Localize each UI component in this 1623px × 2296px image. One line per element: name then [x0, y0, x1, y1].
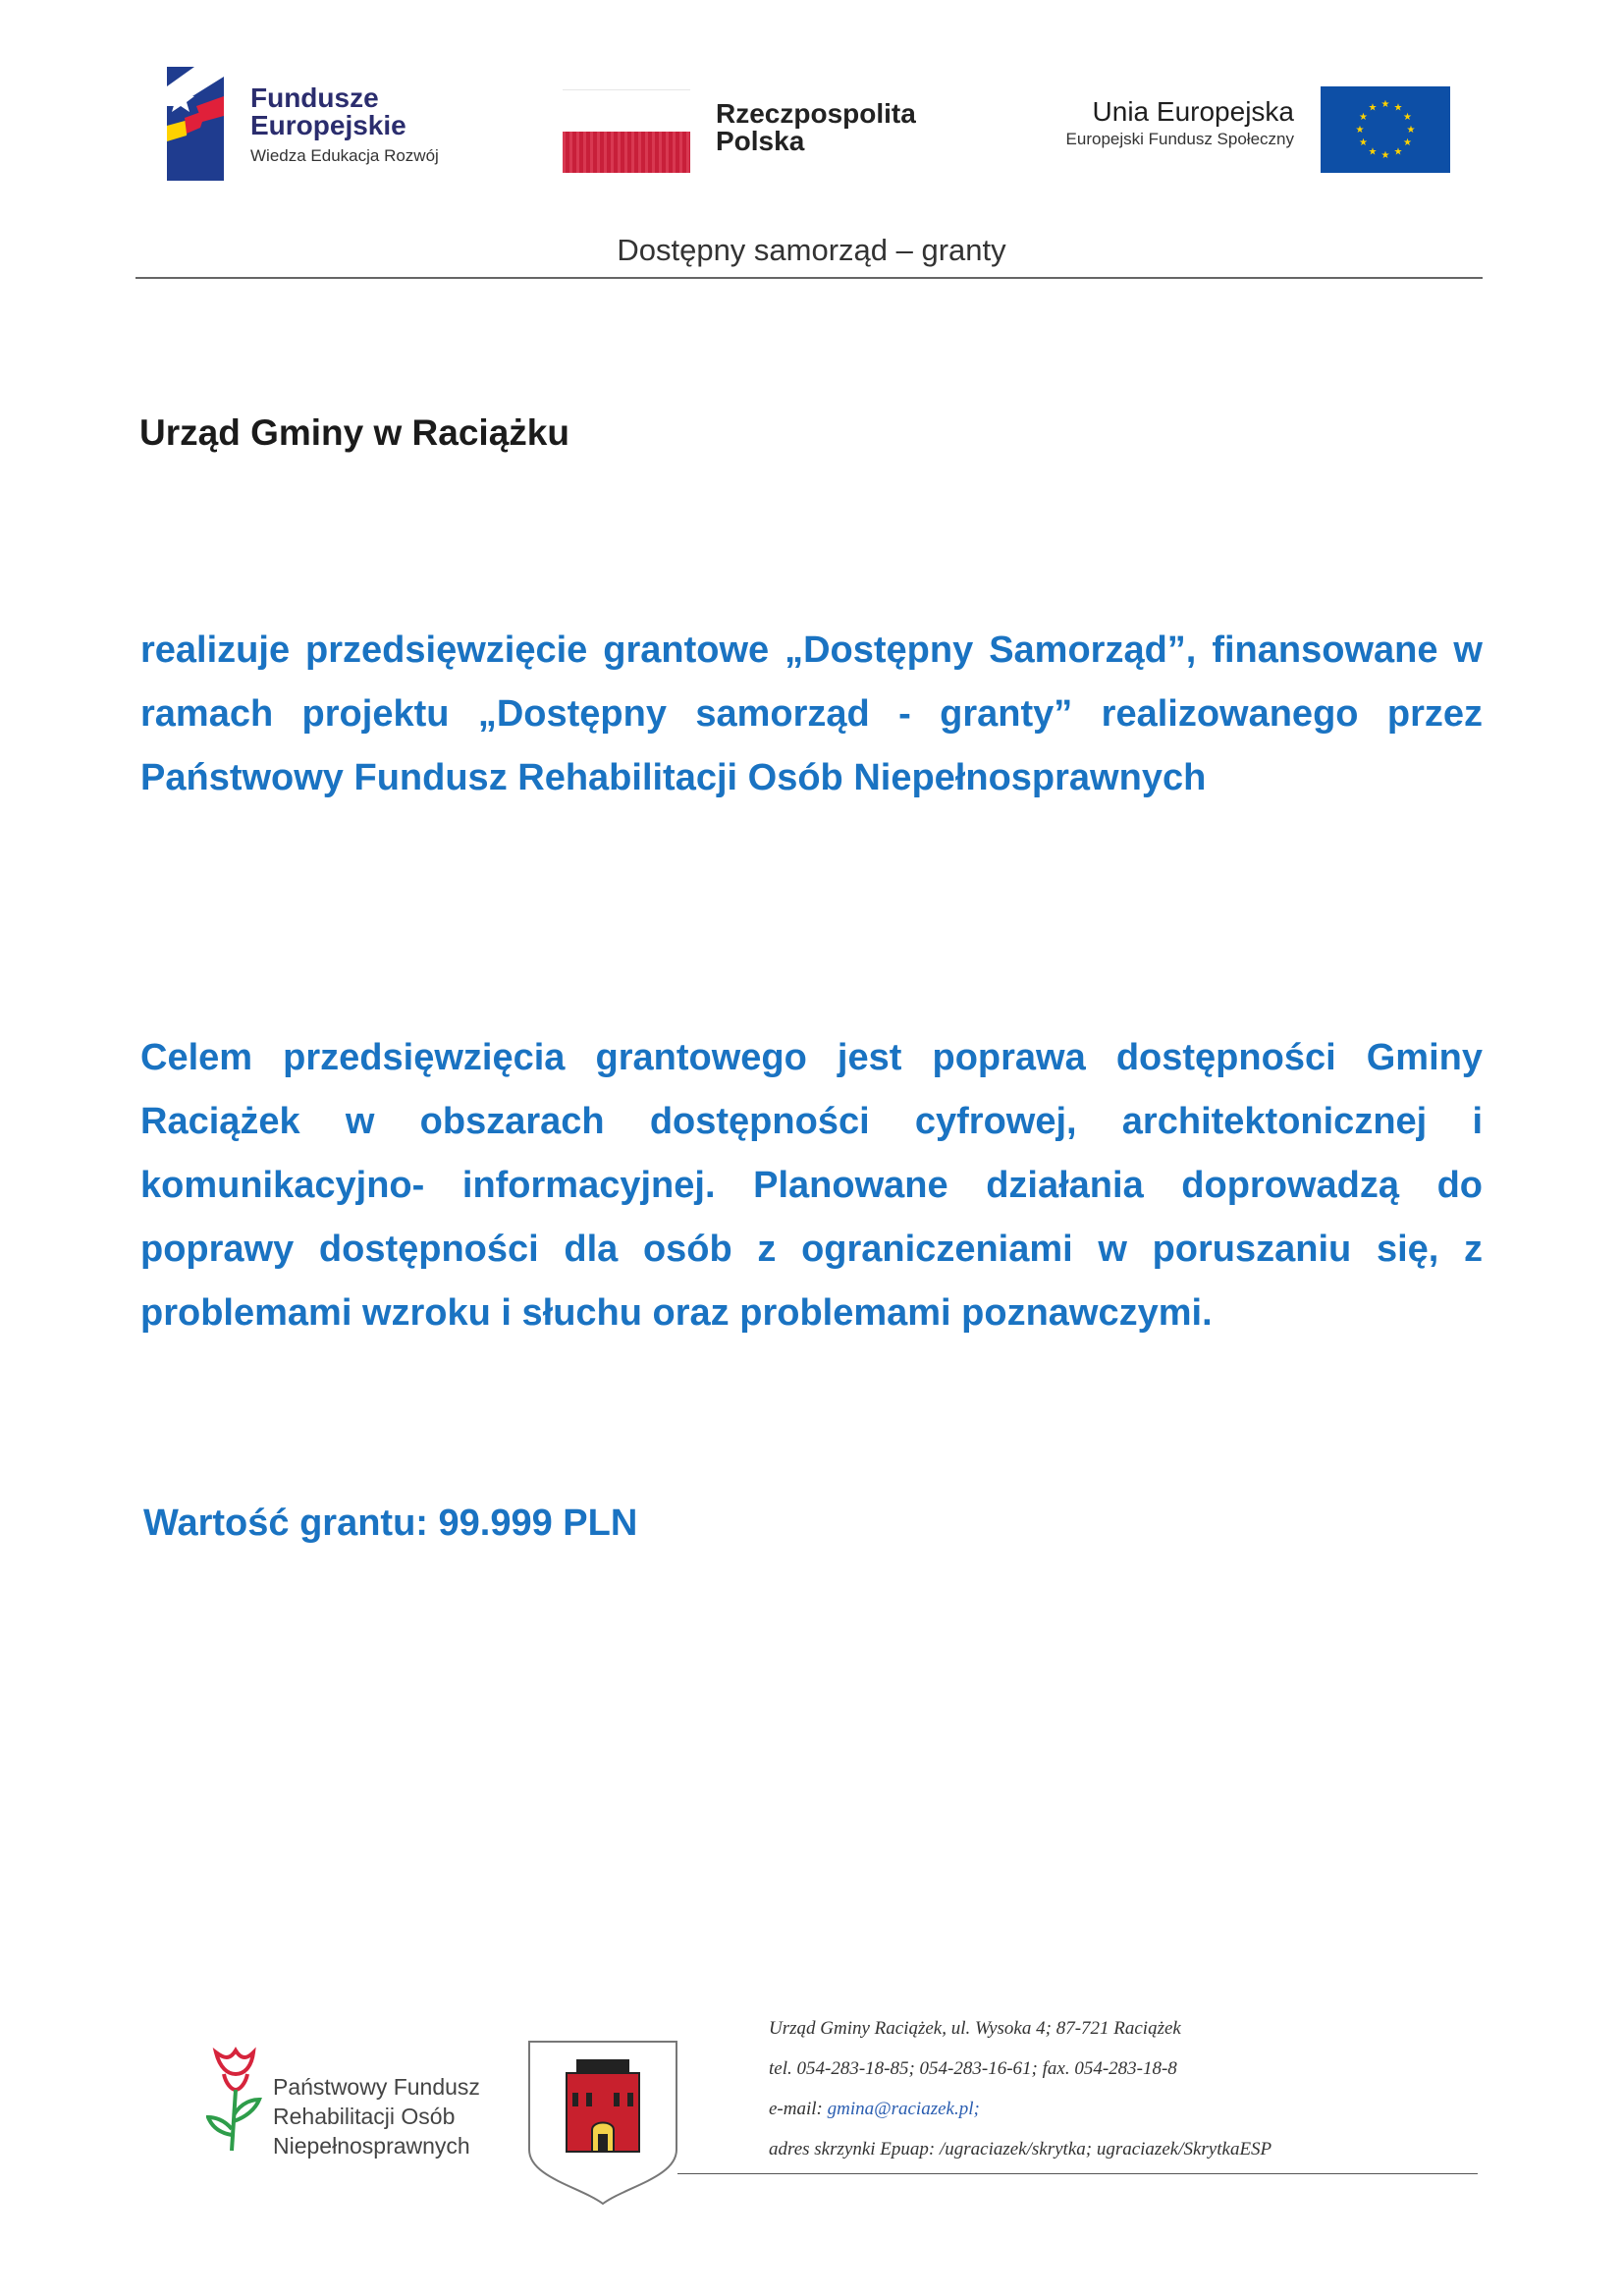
contact-phones: tel. 054-283-18-85; 054-283-16-61; fax. 054-283-18-8 — [769, 2058, 1177, 2079]
fundusze-europejskie-text — [250, 84, 439, 169]
contact-block — [769, 2008, 1271, 2169]
contact-epuap: adres skrzynki Epuap: /ugraciazek/skrytka; ugraciazek/SkrytkaESP — [769, 2139, 1272, 2159]
contact-email-link[interactable]: gmina@raciazek.pl; — [827, 2099, 980, 2119]
unia-europejska-text — [982, 96, 1294, 151]
pfron-tulip-logo — [206, 2045, 263, 2153]
rp-line1: Rzeczpospolita — [716, 98, 916, 129]
pfron-line2: Rehabilitacji Osób — [273, 2104, 456, 2129]
organization-title: Urząd Gminy w Raciążku — [139, 412, 569, 453]
eu-star-icon: ★ — [1406, 125, 1416, 136]
pfron-line1: Państwowy Fundusz — [273, 2074, 480, 2100]
contact-email-line — [769, 2089, 1271, 2129]
grant-value: Wartość grantu: 99.999 PLN — [143, 1503, 638, 1544]
project-goal: Celem przedsięwzięcia grantowego jest poprawa dostępności Gminy Raciążek w obszarach dostępności cyfrowej, architektonicznej i komunikacyjno- informacyjnej. Planowane działania doprowadzą do poprawy dostępności dla osób z ograniczeniami w poruszaniu się, z problemami wzroku i słuchu oraz problemami poznawczymi. — [140, 1037, 1483, 1334]
eu-star-icon: ★ — [1393, 102, 1403, 114]
rzeczpospolita-polska-text — [716, 100, 916, 155]
eu-star-icon: ★ — [1380, 150, 1390, 161]
contact-address: Urząd Gminy Raciążek, ul. Wysoka 4; 87-721 Raciążek — [769, 2018, 1181, 2039]
eu-star-icon: ★ — [1355, 125, 1365, 136]
eu-star-icon: ★ — [1359, 112, 1368, 123]
eu-star-icon: ★ — [1403, 112, 1412, 123]
eu-star-icon: ★ — [1403, 137, 1412, 148]
footer-divider — [677, 2173, 1478, 2174]
fe-line2: Europejskie — [250, 110, 406, 140]
ue-line1: Unia Europejska — [1092, 96, 1294, 127]
program-header: Dostępny samorząd – granty — [617, 233, 1006, 267]
ue-line2: Europejski Fundusz Społeczny — [1065, 130, 1294, 148]
pfron-text — [273, 2072, 480, 2160]
eu-star-icon: ★ — [1368, 102, 1378, 114]
fe-line3: Wiedza Edukacja Rozwój — [250, 146, 439, 165]
contact-email-label: e-mail: — [769, 2099, 823, 2119]
coat-of-arms-icon — [527, 2040, 678, 2206]
pfron-line3: Niepełnosprawnych — [273, 2133, 470, 2159]
eu-star-icon: ★ — [1359, 137, 1368, 148]
fundusze-europejskie-logo-mark — [167, 67, 224, 181]
project-description: realizuje przedsięwzięcie grantowe „Dostępny Samorząd”, finansowane w ramach projektu „Dostępny samorząd - granty” realizowanego przez Państwowy Fundusz Rehabilitacji Osób Niepełnosprawnych — [140, 629, 1483, 798]
eu-star-icon: ★ — [1393, 146, 1403, 158]
polish-flag-icon — [563, 89, 690, 172]
eu-star-icon: ★ — [1368, 146, 1378, 158]
header-divider — [135, 277, 1483, 279]
rp-line2: Polska — [716, 126, 805, 156]
eu-flag-icon — [1321, 86, 1450, 173]
fe-line1: Fundusze — [250, 82, 379, 113]
eu-star-icon: ★ — [1380, 99, 1390, 110]
